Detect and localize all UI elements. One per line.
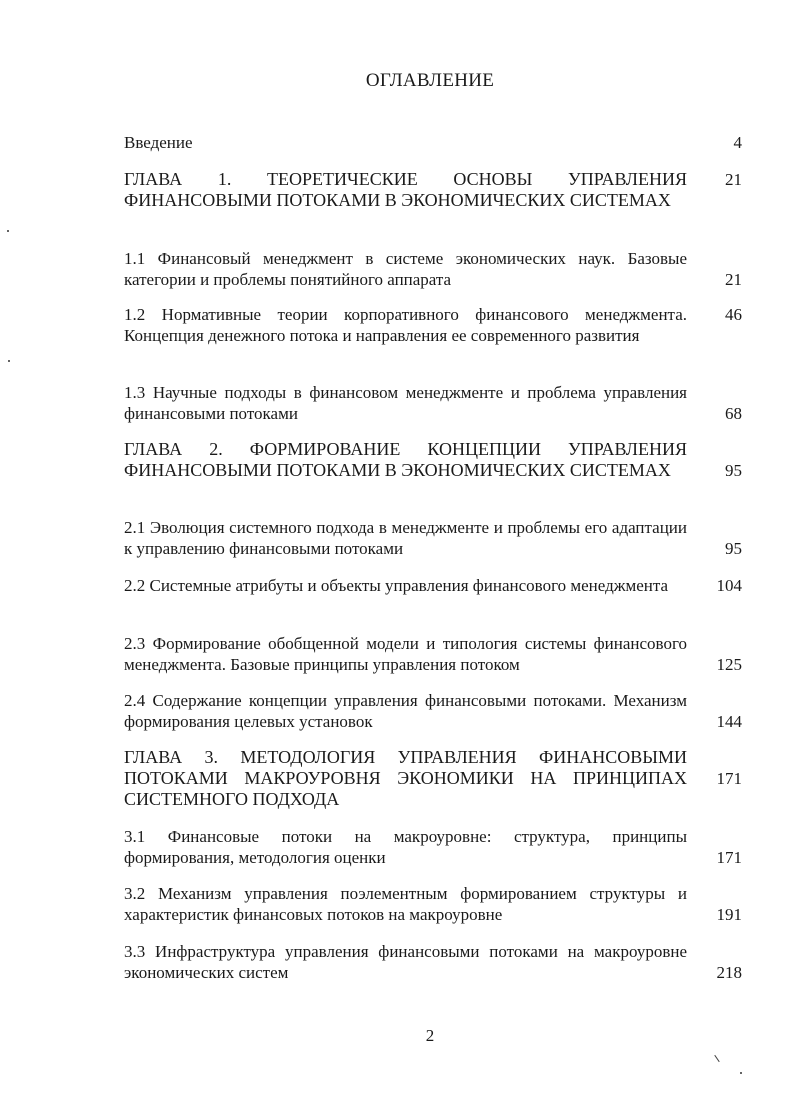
toc-entry-3-1 bbox=[124, 826, 742, 868]
toc-entry-page: 218 bbox=[716, 963, 742, 982]
toc-entry-3-3 bbox=[124, 941, 742, 983]
scan-speck bbox=[8, 360, 10, 362]
toc-entry-text: ГЛАВА 1. ТЕОРЕТИЧЕСКИЕ ОСНОВЫ УПРАВЛЕНИЯ ФИНАНСОВЫМИ ПОТОКАМИ В ЭКОНОМИЧЕСКИХ СИСТЕМАХ bbox=[124, 169, 687, 210]
toc-entry-page: 21 bbox=[725, 170, 742, 189]
toc-entry-text: 2.1 Эволюция системного подхода в менеджменте и проблемы его адаптации к управлению финансовыми потоками bbox=[124, 518, 687, 558]
toc-entry-page: 125 bbox=[716, 655, 742, 674]
toc-entry-page: 171 bbox=[716, 769, 742, 788]
toc-entry-page: 95 bbox=[725, 539, 742, 558]
toc-entry-2-3 bbox=[124, 633, 742, 675]
toc-entry-text: 3.3 Инфраструктура управления финансовыми потоками на макроуровне экономических систем bbox=[124, 942, 687, 982]
toc-entry-page: 21 bbox=[725, 270, 742, 289]
scan-speck bbox=[7, 230, 9, 232]
toc-entry-text: 1.1 Финансовый менеджмент в системе экономических наук. Базовые категории и проблемы понятийного аппарата bbox=[124, 249, 687, 289]
toc-entry-page: 46 bbox=[725, 305, 742, 324]
toc-entry-page: 144 bbox=[716, 712, 742, 731]
toc-entry-text: 1.3 Научные подходы в финансовом менеджменте и проблема управления финансовыми потоками bbox=[124, 383, 687, 423]
toc-entry-chapter-1 bbox=[124, 169, 742, 211]
toc-entry-1-2 bbox=[124, 304, 742, 346]
toc-entry-page: 4 bbox=[733, 133, 742, 152]
toc-entry-2-2 bbox=[124, 575, 742, 596]
toc-entry-page: 171 bbox=[716, 848, 742, 867]
toc-entry-page: 95 bbox=[725, 461, 742, 480]
page-number: 2 bbox=[425, 1026, 435, 1045]
toc-entry-text: 2.3 Формирование обобщенной модели и типология системы финансового менеджмента. Базовые принципы управления потоком bbox=[124, 634, 687, 674]
toc-entry-page: 104 bbox=[716, 576, 742, 595]
toc-entry-introduction bbox=[124, 132, 742, 153]
toc-entry-2-4 bbox=[124, 690, 742, 732]
toc-entry-page: 191 bbox=[716, 905, 742, 924]
toc-entry-text: 3.2 Механизм управления поэлементным формированием структуры и характеристик финансовых потоков на макроуровне bbox=[124, 884, 687, 924]
toc-entry-chapter-3 bbox=[124, 747, 742, 810]
toc-entry-text: ГЛАВА 2. ФОРМИРОВАНИЕ КОНЦЕПЦИИ УПРАВЛЕНИЯ ФИНАНСОВЫМИ ПОТОКАМИ В ЭКОНОМИЧЕСКИХ СИСТЕМАХ bbox=[124, 439, 687, 480]
toc-entry-text: 1.2 Нормативные теории корпоративного финансового менеджмента. Концепция денежного потока и направления ее современного развития bbox=[124, 305, 687, 345]
page-title: ОГЛАВЛЕНИЕ bbox=[365, 70, 495, 91]
toc-entry-text: 2.4 Содержание концепции управления финансовыми потоками. Механизм формирования целевых установок bbox=[124, 691, 687, 731]
toc-entry-chapter-2 bbox=[124, 439, 742, 481]
scan-mark bbox=[714, 1055, 719, 1062]
toc-entry-page: 68 bbox=[725, 404, 742, 423]
toc-entry-text: ГЛАВА 3. МЕТОДОЛОГИЯ УПРАВЛЕНИЯ ФИНАНСОВЫМИ ПОТОКАМИ МАКРОУРОВНЯ ЭКОНОМИКИ НА ПРИНЦИПАХ СИСТЕМНОГО ПОДХОДА bbox=[124, 747, 687, 809]
toc-entry-3-2 bbox=[124, 883, 742, 925]
toc-entry-text: 2.2 Системные атрибуты и объекты управления финансового менеджмента bbox=[124, 576, 669, 595]
toc-entry-1-3 bbox=[124, 382, 742, 424]
scan-speck bbox=[740, 1072, 742, 1074]
toc-entry-1-1 bbox=[124, 248, 742, 290]
toc-entry-2-1 bbox=[124, 517, 742, 559]
toc-entry-text: Введение bbox=[124, 133, 193, 152]
toc-entry-text: 3.1 Финансовые потоки на макроуровне: структура, принципы формирования, методология оценки bbox=[124, 827, 687, 867]
